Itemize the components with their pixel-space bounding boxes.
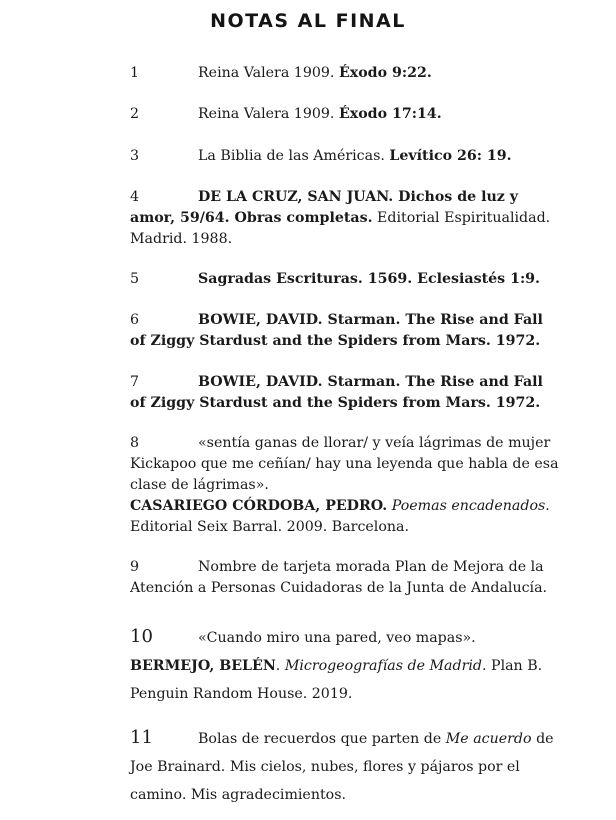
endnote-text-run: Me acuerdo xyxy=(445,731,532,747)
endnote-number: 2 xyxy=(130,106,140,122)
endnote-number: 7 xyxy=(130,374,140,390)
endnote-text-run: de Joe Brainard. Mis cielos, nubes, flores y pájaros por el camino. Mis agradecimientos. xyxy=(130,731,554,803)
endnote-number: 8 xyxy=(130,435,140,451)
endnote-number: 10 xyxy=(130,626,153,647)
endnote-text-run: BOWIE, DAVID. Starman. The Rise and Fall of Ziggy Stardust and the Spiders from Mars. 1972. xyxy=(130,374,543,411)
endnote-text-run: La Biblia de las Américas. xyxy=(198,148,390,164)
endnote-text-run: Levítico 26: 19. xyxy=(389,148,512,164)
endnote-text-run: . Plan B. Penguin Random House. 2019. xyxy=(130,658,543,702)
endnote-text xyxy=(198,271,540,287)
endnote-text xyxy=(198,65,432,81)
endnote-text-run: BERMEJO, BELÉN xyxy=(130,658,276,674)
endnote-text-run: Sagradas Escrituras. 1569. Eclesiastés 1:9. xyxy=(198,271,540,287)
endnote-6 xyxy=(130,310,562,352)
endnote-text-run: Poemas encadenados xyxy=(391,498,546,514)
endnote-text-run: Éxodo 17:14. xyxy=(338,106,442,122)
endnote-number: 5 xyxy=(130,271,140,287)
endnote-text-run: BOWIE, DAVID. Starman. The Rise and Fall of Ziggy Stardust and the Spiders from Mars. 1972. xyxy=(130,312,543,349)
endnote-1 xyxy=(130,63,562,84)
endnote-text xyxy=(198,148,512,164)
endnote-text-run: Microgeografías de Madrid xyxy=(284,658,482,674)
endnote-11 xyxy=(130,724,562,809)
endnote-text-run: Editorial Espiritualidad. Madrid. 1988. xyxy=(130,210,551,247)
endnote-text-run: «sentía ganas de llorar/ y veía lágrimas de mujer Kickapoo que me ceñían/ hay una leyenda que habla de esa clase de lágrimas». xyxy=(130,435,559,493)
endnote-text-run: Reina Valera 1909. xyxy=(198,65,339,81)
endnote-number: 11 xyxy=(130,727,153,748)
endnote-text-run: . Editorial Seix Barral. 2009. Barcelona. xyxy=(130,498,550,535)
endnote-4 xyxy=(130,187,562,250)
endnote-number: 3 xyxy=(130,148,140,164)
endnote-10 xyxy=(130,623,562,708)
endnote-text-run: . xyxy=(275,658,285,674)
endnote-text-run: Bolas de recuerdos que parten de xyxy=(198,731,446,747)
endnote-number: 6 xyxy=(130,312,140,328)
endnote-text-run: Nombre de tarjeta morada Plan de Mejora de la Atención a Personas Cuidadoras de la Junta de Andalucía. xyxy=(130,559,548,596)
endnote-number: 1 xyxy=(130,65,140,81)
endnote-3 xyxy=(130,146,562,167)
endnote-text-run: «Cuando miro una pared, veo mapas». xyxy=(198,630,476,646)
endnote-7 xyxy=(130,372,562,414)
endnote-number: 9 xyxy=(130,559,140,575)
endnote-text xyxy=(198,106,442,122)
endnote-text-run: DE LA CRUZ, SAN JUAN. Dichos de luz y amor, 59/64. Obras completas. xyxy=(130,189,519,226)
page-title: NOTAS AL FINAL xyxy=(210,10,406,32)
endnote-number: 4 xyxy=(130,189,140,205)
endnote-text-run: CASARIEGO CÓRDOBA, PEDRO. xyxy=(130,498,388,514)
endnote-2 xyxy=(130,104,562,125)
endnote-text-run: Reina Valera 1909. xyxy=(198,106,339,122)
endnote-9 xyxy=(130,557,562,599)
endnote-5 xyxy=(130,269,562,290)
endnote-text-run: Éxodo 9:22. xyxy=(338,65,432,81)
endnote-8 xyxy=(130,433,562,538)
